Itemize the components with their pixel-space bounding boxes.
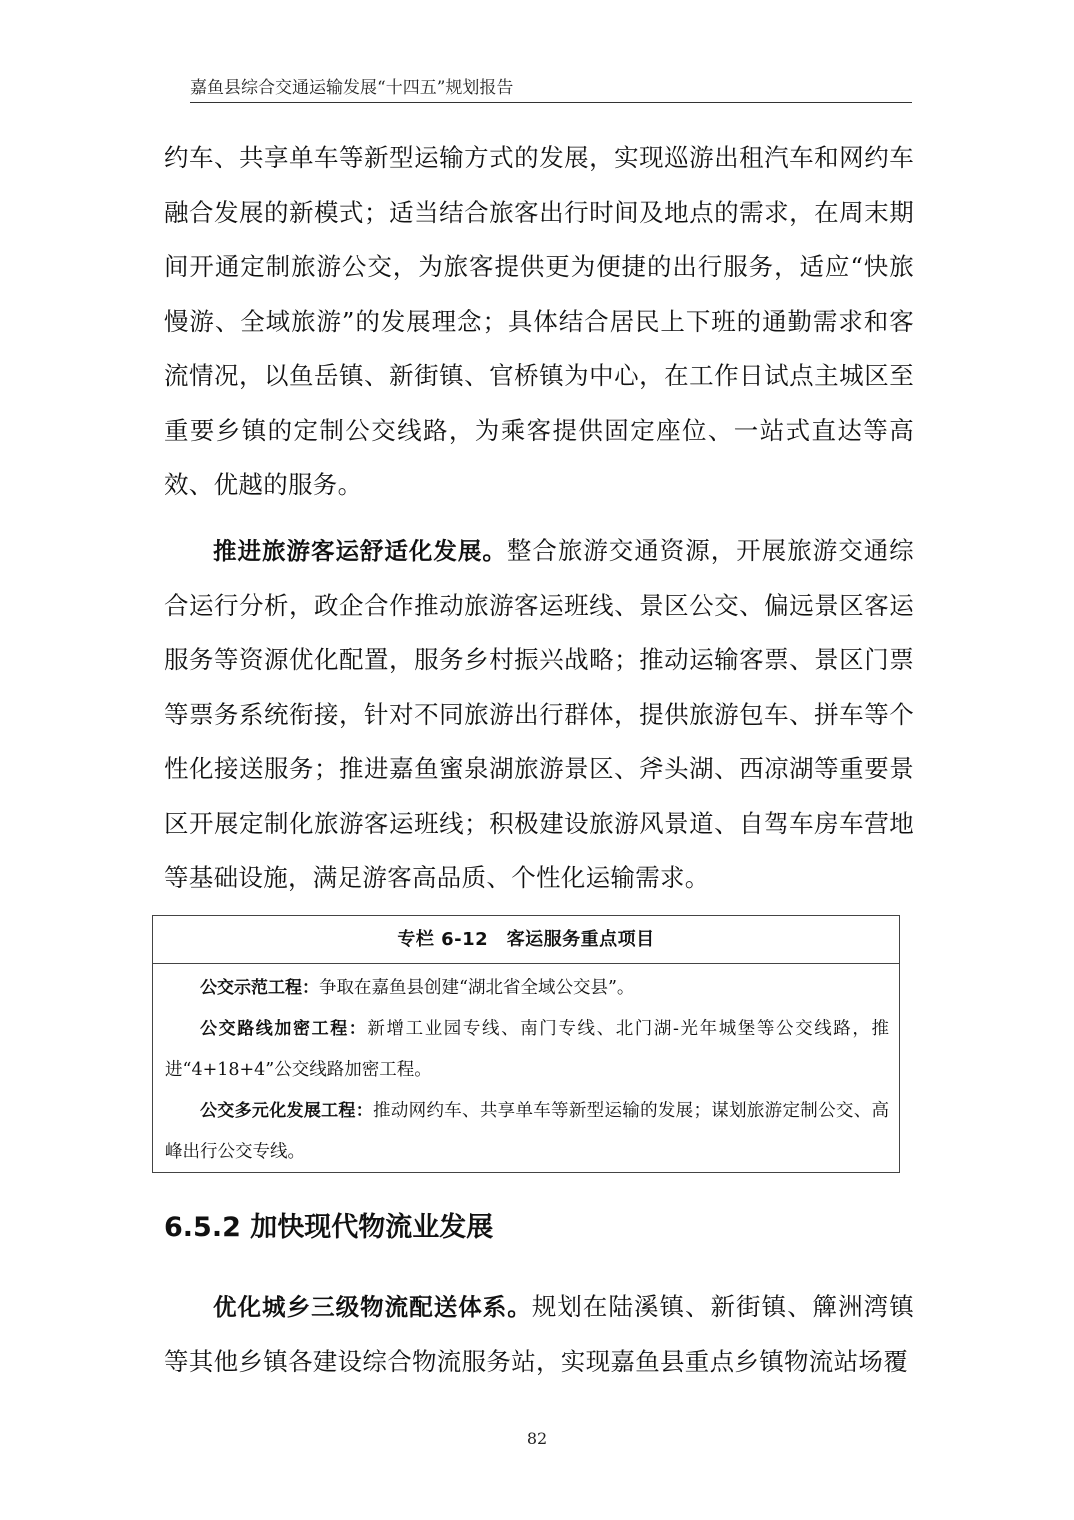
paragraph-tourism-transport	[164, 524, 914, 906]
feature-item	[165, 1009, 889, 1091]
paragraph-lead: 优化城乡三级物流配送体系。	[213, 1293, 532, 1321]
feature-box-body	[153, 964, 899, 1173]
section-heading: 6.5.2 加快现代物流业发展	[164, 1212, 494, 1243]
feature-item-text: 新增工业园专线、南门专线、北门湖-光年城堡等公交线路，推进“4+18+4”公交线路加密工程。	[165, 1019, 890, 1080]
paragraph-body	[164, 524, 914, 906]
feature-item-text: 争取在嘉鱼县创建“湖北省全域公交县”。	[319, 978, 635, 998]
feature-item-lead: 公交路线加密工程：	[200, 1019, 368, 1039]
paragraph-body	[164, 1280, 914, 1389]
paragraph-lead: 推进旅游客运舒适化发展。	[213, 537, 507, 565]
feature-item-lead: 公交多元化发展工程：	[200, 1101, 374, 1121]
paragraph-passenger-transport	[164, 131, 914, 513]
paragraph-text: 约车、共享单车等新型运输方式的发展，实现巡游出租汽车和网约车融合发展的新模式；适当结合旅客出行时间及地点的需求，在周末期间开通定制旅游公交，为旅客提供更为便捷的出行服务，适应“快旅慢游、全域旅游”的发展理念；具体结合居民上下班的通勤需求和客流情况，以鱼岳镇、新街镇、官桥镇为中心，在工作日试点主城区至重要乡镇的定制公交线路，为乘客提供固定座位、一站式直达等高效、优越的服务。	[164, 143, 914, 499]
feature-item-text: 推动网约车、共享单车等新型运输的发展；谋划旅游定制公交、高峰出行公交专线。	[165, 1101, 890, 1162]
feature-item-lead: 公交示范工程：	[200, 978, 319, 998]
feature-item	[165, 968, 889, 1009]
feature-item	[165, 1091, 889, 1173]
paragraph-logistics	[164, 1280, 914, 1389]
page-header: 嘉鱼县综合交通运输发展“十四五”规划报告	[190, 74, 912, 103]
feature-box-title: 专栏 6-12 客运服务重点项目	[153, 916, 899, 964]
paragraph-text: 规划在陆溪镇、新街镇、簰洲湾镇等其他乡镇各建设综合物流服务站，实现嘉鱼县重点乡镇物流站场覆	[164, 1292, 915, 1376]
page-number: 82	[526, 1429, 548, 1448]
paragraph-text: 整合旅游交通资源，开展旅游交通综合运行分析，政企合作推动旅游客运班线、景区公交、偏远景区客运服务等资源优化配置，服务乡村振兴战略；推动运输客票、景区门票等票务系统衔接，针对不同旅游出行群体，提供旅游包车、拼车等个性化接送服务；推进嘉鱼蜜泉湖旅游景区、斧头湖、西凉湖等重要景区开展定制化旅游客运班线；积极建设旅游风景道、自驾车房车营地等基础设施，满足游客高品质、个性化运输需求。	[164, 536, 914, 892]
feature-box	[152, 915, 900, 1173]
